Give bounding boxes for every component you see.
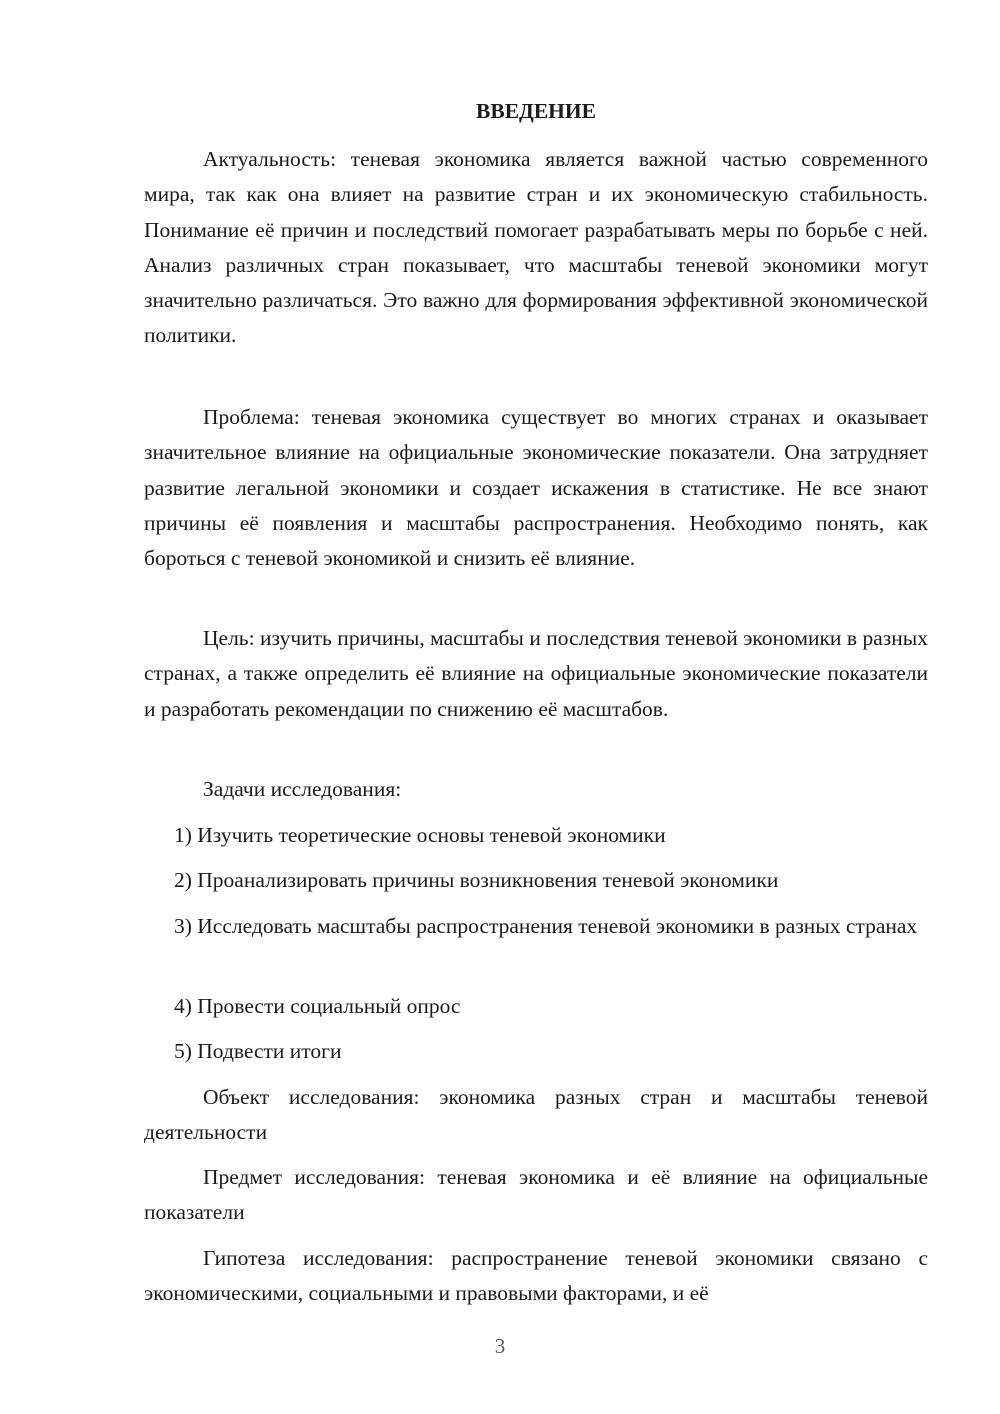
task-item-3: 3) Исследовать масштабы распространения теневой экономики в разных странах — [174, 914, 918, 938]
relevance-paragraph: Актуальность: теневая экономика является важной частью современного мира, так как она влияет на развитие стран и их экономическую стабильность. Понимание её причин и последствий помогает разрабатывать меры по борьбе с ней. Анализ различных стран показывает, что масштабы теневой экономики могут значительно различаться. Это важно для формирования эффективной экономической политики. — [144, 147, 928, 348]
subject-paragraph: Предмет исследования: теневая экономика и её влияние на официальные показатели — [144, 1165, 928, 1225]
task-item-1: 1) Изучить теоретические основы теневой экономики — [174, 823, 666, 847]
hypothesis-paragraph: Гипотеза исследования: распространение теневой экономики связано с экономическими, социальными и правовыми факторами, и её — [144, 1246, 928, 1306]
section-heading: ВВЕДЕНИЕ — [476, 99, 596, 123]
object-paragraph: Объект исследования: экономика разных стран и масштабы теневой деятельности — [144, 1085, 928, 1145]
goal-paragraph: Цель: изучить причины, масштабы и последствия теневой экономики в разных странах, а также определить её влияние на официальные экономические показатели и разработать рекомендации по снижению её масштабов. — [144, 626, 928, 721]
problem-paragraph: Проблема: теневая экономика существует во многих странах и оказывает значительное влияние на официальные экономические показатели. Она затрудняет развитие легальной экономики и создает искажения в статистике. Не все знают причины её появления и масштабы распространения. Необходимо понять, как бороться с теневой экономикой и снизить её влияние. — [144, 405, 928, 571]
task-item-5: 5) Подвести итоги — [174, 1039, 342, 1063]
page-number: 3 — [494, 1334, 506, 1358]
task-item-4: 4) Провести социальный опрос — [174, 994, 461, 1018]
task-item-2: 2) Проанализировать причины возникновения теневой экономики — [174, 868, 779, 892]
tasks-heading: Задачи исследования: — [203, 777, 402, 801]
